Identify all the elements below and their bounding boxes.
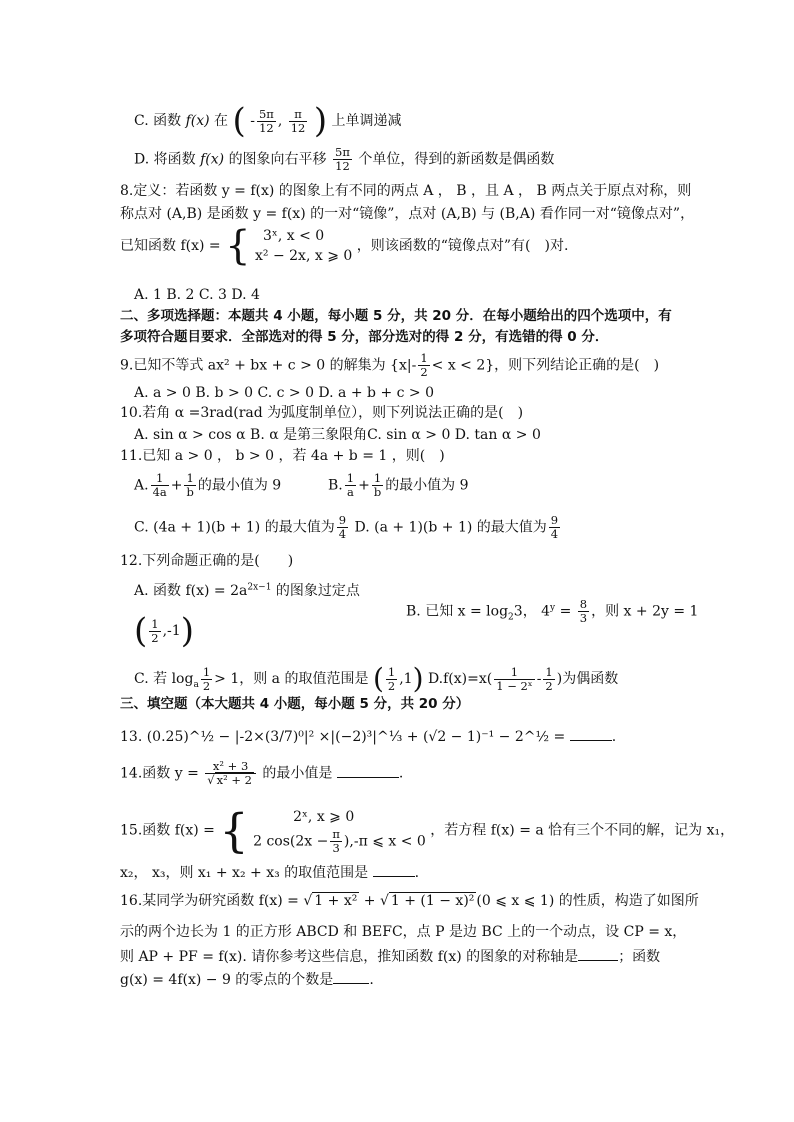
q15-fx: 15.函数 f(x) = [120, 822, 215, 839]
q13-answer-blank[interactable] [570, 726, 612, 741]
q16-line3: 则 AP + PF = f(x). 请你参考这些信息，推知函数 f(x) 的图象的对称轴是 ；函数 [120, 946, 660, 966]
q9-pre: 9.已知不等式 ax² + bx + c > 0 的解集为 {x|- [120, 357, 417, 374]
q11c-frac: $\frac{9}{4}$ [338, 513, 347, 541]
q7c-lparen: ( [232, 101, 246, 141]
q8-line1: 8.定义：若函数 y = f(x) 的图象上有不同的两点 A ， B ，且 A ， B 两点关于原点对称，则 [120, 183, 692, 199]
q12-option-a: A. 函数 $f(x) = 2a^{2x-1}$ 的图象过定点 [134, 582, 360, 599]
q7c-frac1: $\frac{5\pi}{12}$ [258, 106, 274, 135]
q11a-frac2: $\frac{1}{b}$ [186, 471, 194, 499]
q13-expr: 13. (0.25)^½ − |-2×(3/7)⁰|² ×|(−2)³|^⅓ + (√2 − 1)⁻¹ − 2^½ = [120, 729, 566, 745]
q11-option-a: A. $\frac{1}{4a}$ + $\frac{1}{b}$ 的最小值为 9 [134, 471, 282, 499]
q7c-frac2: $\frac{\pi}{12}$ [290, 106, 306, 135]
q16-answer-blank-2[interactable] [333, 969, 369, 984]
q8-options: A. 1 B. 2 C. 3 D. 4 [134, 287, 260, 303]
q15-cases [253, 806, 426, 855]
q7-option-d [134, 146, 554, 173]
q15-post: ，若方程 f(x) = a 恰有三个不同的解，记为 x₁， [430, 822, 735, 839]
q11c-text: C. (4a + 1)(b + 1) 的最大值为 [134, 519, 335, 536]
q7c-rparen: ) [313, 101, 328, 141]
q16-line4: g(x) = 4f(x) − 9 的零点的个数是 . [120, 969, 374, 989]
q14-frac: $\frac{\text{x² + 3}}{\text{√ x² + 2}}$ [205, 760, 256, 787]
q11-stem: 11.已知 a > 0 ， b > 0 ，若 4a + b = 1 ，则( ) [120, 448, 445, 464]
section2-heading-line2: 多项符合题目要求．全部选对的得 5 分，部分选对的得 2 分，有选错的得 0 分． [120, 329, 609, 345]
q7d-text: D. 将函数 [134, 151, 196, 168]
q7c-mid: 在 [214, 113, 229, 129]
q15-brace: { [219, 803, 249, 858]
q9-frac: $\frac{1}{2}$ [420, 351, 428, 379]
q12-stem: 12.下列命题正确的是( ) [120, 553, 294, 569]
q12-option-a-point: ( $\frac{1}{2}$ ,-1) [134, 611, 194, 651]
q15-line2: x₂， x₃，则 x₁ + x₂ + x₃ 的取值范围是 . [120, 862, 419, 882]
q8-line3 [120, 223, 569, 270]
q16-line1: 16.某同学为研究函数 f(x) = √ 1 + x² + √ 1 + (1 − x)² (0 ⩽ x ⩽ 1) 的性质，构造了如图所 [120, 893, 699, 909]
q12-option-b: B. 已知 $x = \log_23$， 4$^y$ = $\frac{8}{3}$ ，则 x + 2y = 1 [406, 597, 699, 625]
q9-options: A. a > 0 B. b > 0 C. c > 0 D. a + b + c > 0 [134, 385, 435, 401]
q8-case2: x² − 2x, x ⩾ 0 [255, 248, 353, 264]
q7c-text: C. 函数 [134, 113, 182, 129]
q13: 13. (0.25)^½ − |-2×(3/7)⁰|² ×|(−2)³|^⅓ + (√2 − 1)⁻¹ − 2^½ = . [120, 726, 616, 746]
q7c-post: 上单调递减 [331, 113, 402, 129]
q12d-text: D.f(x)=x( [427, 671, 493, 687]
q8-cases [255, 226, 352, 266]
q14: 14.函数 y = $\frac{\text{x² + 3}}{\text{√ x² + 2}}$ 的最小值是 . [120, 759, 404, 787]
q9-post: < x < 2}，则下列结论正确的是( ) [431, 357, 660, 374]
q11d-text: D. (a + 1)(b + 1) 的最大值为 [354, 519, 547, 536]
q11a-frac1: $\frac{1}{4a}$ [152, 471, 167, 499]
q8-fx: 已知函数 f(x) = [120, 238, 221, 254]
q12c-text: C. 若 log [134, 671, 194, 687]
q8-case1: 3ˣ, x < 0 [263, 228, 325, 244]
q12-option-cd: C. 若 $\log_a$ $\frac{1}{2}$ > 1，则 a 的取值范围是 ( $\frac{1}{2}$ ,1) D.f(x)=x( $\frac{1}{\text{1 − 2ˣ}}$ - $\frac{1}{2}$ )为偶函数 [134, 662, 619, 695]
q11-option-b: B. $\frac{1}{a}$ + $\frac{1}{b}$ 的最小值为 9 [328, 471, 469, 499]
q11b-frac2: $\frac{1}{b}$ [373, 471, 382, 499]
q9-stem [120, 352, 659, 379]
q8-post: ，则该函数的“镜像点对”有( )对. [356, 238, 569, 254]
q11d-frac: $\frac{9}{4}$ [550, 513, 559, 541]
q15-case2: 2 cos(2x − $\frac{\pi}{3}$ ),-π ⩽ x < 0 [253, 827, 426, 855]
section2-heading-line1: 二、多项选择题：本题共 4 小题，每小题 5 分，共 20 分．在每小题给出的四个选项中，有 [120, 308, 672, 324]
q11-option-cd [134, 514, 562, 541]
section3-heading: 三、填空题（本大题共 4 小题，每小题 5 分，共 20 分） [120, 696, 470, 712]
q15-answer-blank[interactable] [373, 862, 415, 877]
q11b-frac1: $\frac{1}{a}$ [346, 471, 355, 499]
q16-answer-blank-1[interactable] [578, 946, 618, 961]
q10-options: A. sin α > cos α B. α 是第三象限角C. sin α > 0 D. tan α > 0 [134, 427, 541, 443]
q14-pre: 14.函数 y = [120, 765, 199, 782]
q10-stem: 10.若角 α =3rad(rad 为弧度制单位），则下列说法正确的是( ) [120, 405, 524, 421]
q16-line2: 示的两个边长为 1 的正方形 ABCD 和 BEFC，点 P 是边 BC 上的一个动点，设 CP = x， [120, 924, 687, 940]
q7-option-c: C. 函数 f(x) 在 ( - $\frac{5\pi}{12}$ , $\frac{\pi}{12}$ ) 上单调递减 [134, 101, 402, 141]
q7d-post: 个单位，得到的新函数是偶函数 [358, 151, 555, 168]
q8-brace: { [225, 223, 251, 269]
q7d-mid: 的图象向右平移 [228, 151, 327, 168]
q14-post: 的最小值是 [262, 765, 333, 782]
q8-line2: 称点对 (A,B) 是函数 y = f(x) 的一对“镜像”，点对 (A,B) 与 (B,A) 看作同一对“镜像点对”， [120, 206, 695, 222]
q14-answer-blank[interactable] [337, 763, 399, 778]
q15-line1 [120, 803, 735, 858]
q7d-frac: $\frac{5\pi}{12}$ [335, 145, 350, 173]
q7d-fx: f(x) [200, 151, 225, 168]
q15-case1: 2ˣ, x ⩾ 0 [293, 809, 355, 825]
q7c-fx: f(x) [185, 113, 210, 129]
